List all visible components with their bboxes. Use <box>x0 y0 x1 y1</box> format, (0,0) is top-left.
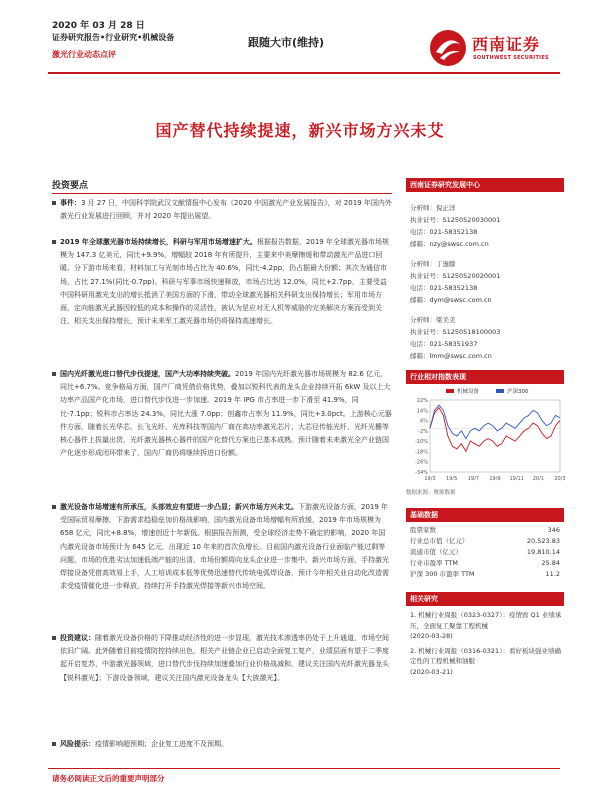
sidebar <box>406 178 564 677</box>
paragraph-global-market <box>52 236 392 328</box>
series-line-1 <box>430 405 560 439</box>
paragraph-text: 根据报告数据，2019 年全球激光器市场规模为 147.3 亿美元，同比+9.9%，增幅较 2018 年有所提升，主要来中美摩擦缓和带动激光产品进口回暖。分下游市场来看，材料加工与光刻市场占比为 40.6%，同比-4.2pp，仍占据最大份额；其次为通信市场，占比 27.1%(同比-0.7pp)。科研与军事市场快速释放，市场占比达 12.0%，同比+2.7pp，主要受益中国科研用激光支出的增长抵消了美国方面的下滑，带动全球激光器相关科研支出保持增长；军用市场方面，定向能激光武器因较低的成本和操作的灵活性，被认为是应对无人机等威胁的完美解决方案而受到关注，相关支出保持增长，预计未来军工激光器市场仍将保持高速增长。 <box>60 238 389 326</box>
basic-data-label: 行业市盈率 TTM <box>410 559 459 567</box>
analyst-cert: 执业证号：S1250520030001 <box>410 216 501 224</box>
legend-swatch-1 <box>496 389 504 393</box>
legend-label-0: 机械设备 <box>457 389 480 395</box>
y-tick-label: 6% <box>420 418 428 425</box>
analyst-email[interactable]: 邮箱：dym@swsc.com.cn <box>410 296 492 304</box>
paragraph-text: 疫情影响超预期；企业复工进度不及预期。 <box>95 740 228 748</box>
paragraph-lead: 事件： <box>60 199 81 207</box>
basic-data-value: 346 <box>547 526 560 534</box>
basic-data-row <box>406 547 564 558</box>
rating: 跟随大市(维持) <box>248 36 325 49</box>
chart-svg <box>406 386 564 486</box>
x-tick-label: 19/7 <box>467 476 479 482</box>
series-line-0 <box>430 408 560 452</box>
paragraph-investment-advice <box>52 632 392 685</box>
basic-data-title: 基础数据 <box>406 508 564 522</box>
logo-text-cn: 西南证券 <box>472 35 541 54</box>
investment-points <box>52 178 392 194</box>
basic-data-value: 25.84 <box>541 559 560 567</box>
chart-frame <box>430 400 560 472</box>
report-type: 证券研究报告•行业研究•机械设备 <box>52 33 175 42</box>
basic-data-label: 行业总市值（亿元） <box>410 537 469 545</box>
related-research-title: 相关研究 <box>406 592 564 606</box>
paragraph-fiber-laser <box>52 368 392 460</box>
legend-swatch-0 <box>446 389 454 393</box>
section-title: 投资要点 <box>52 178 392 194</box>
footer-divider <box>48 768 560 769</box>
paragraph-lead: 2019 年全球激光器市场持续增长，科研与军用市场增速扩大。 <box>60 238 257 246</box>
y-tick-label: -18% <box>415 449 428 456</box>
paragraph-risk <box>52 738 392 751</box>
paragraph-text: 下游激光设备方面，2019 年受国际贸易摩擦、下游需求趋稳垒加价格战影响，国内激光设备市场增幅有所放缓，2019 年市场规模为 658 亿元，同比+8.8%，增速创近十年新低。根据报告预测，受全球经济走势不确定的影响，2020 年国内激光设备市场预计为 645 亿元，出现近 10 年来的首次负增长。目前国内激光设备行业面临产能过剩等问题，市场的优胜劣汰加速低端产能的出清，市场份额将向龙头企业进一步集中。新兴市场方面，手持激光焊接设备凭借高效易上手，人工培训成本低等优势迅速替代传统电弧焊设备，预计今年相关业自动化改造需求受疫情催化进一步释放，持续打开手持激光焊接等新兴市场空间。 <box>60 503 389 591</box>
bullet-icon <box>52 505 56 509</box>
paragraph-lead: 风险提示： <box>60 740 95 748</box>
basic-data-row <box>406 525 564 536</box>
chart-source: 数据来源：聚源数据 <box>406 490 456 496</box>
basic-data-row <box>406 558 564 569</box>
analyst-name: 分析师：倪正洋 <box>410 204 456 212</box>
analyst-name: 分析师：丁逸朦 <box>410 260 456 268</box>
basic-data-label: 股票家数 <box>410 526 436 534</box>
x-tick-label: 20/3 <box>554 476 566 482</box>
basic-data-value: 19,810.14 <box>526 548 560 556</box>
footer-disclaimer: 请务必阅读正文后的重要声明部分 <box>52 774 165 783</box>
bullet-icon <box>52 372 56 376</box>
related-item-text: 1. 机械行业周报（0323-0327）：疫情致 Q1 业绩承压，全面复工聚靠工程机械 <box>410 611 562 630</box>
analyst-cert: 执业证号：S1250518100003 <box>410 328 501 336</box>
bullet-icon <box>52 240 56 244</box>
logo-mark-icon <box>428 28 468 68</box>
team-title: 西南证券研究发展中心 <box>406 178 564 192</box>
analyst-3 <box>406 314 564 362</box>
logo-text-en: SOUTHWEST SECURITIES <box>473 55 549 61</box>
y-tick-label: 14% <box>416 408 428 415</box>
basic-data-row <box>406 536 564 547</box>
basic-data-label: 沪深 300 市盈率 TTM <box>410 570 475 578</box>
x-tick-label: 19/9 <box>489 476 501 482</box>
analyst-cert: 执业证号：S1250520020001 <box>410 272 501 280</box>
analyst-phone: 电话：021-58352138 <box>410 284 478 292</box>
analyst-phone: 电话：021-58351937 <box>410 340 478 348</box>
paragraph-text: 3 月 27 日，中国科学院武汉文献情报中心发布《2020 中国激光产业发展报告》，对 2019 年国内外激光行业发展进行回顾，并对 2020 年提出展望。 <box>60 199 392 221</box>
paragraph-lead: 激光设备市场增速有所承压，头部效应有望进一步凸显；新兴市场方兴未艾。 <box>60 503 298 511</box>
y-tick-label: -34% <box>415 470 428 476</box>
y-tick-label: 22% <box>416 398 428 404</box>
header-divider <box>48 72 560 74</box>
x-tick-label: 19/5 <box>446 476 458 482</box>
bullet-icon <box>52 636 56 640</box>
legend-label-1: 沪深300 <box>507 389 529 395</box>
x-tick-label: 19/11 <box>509 476 524 482</box>
x-tick-label: 20/1 <box>532 476 544 482</box>
basic-data-value: 20,523.83 <box>526 537 560 545</box>
report-title: 国产替代持续提速，新兴市场方兴未艾 <box>155 121 445 140</box>
paragraph-equipment-market <box>52 501 392 593</box>
y-tick-label: -10% <box>415 439 428 446</box>
paragraph-text: 随着激光设备价格的下降推动经济性的进一步显现，激光技术渗透率仍处于上升通道，市场空间依旧广阔。此外随着目前疫情防控持续出色，相关产业链企业已启动全面复工复产，业绩层面有望于二季度起开启复苏，中游激光器领域，进口替代步伐持续加速叠加行业价格战减和，建议关注国内光纤激光器龙头【锐科激光】；下游设备领域，建议关注国内激光设备龙头【大族激光】。 <box>60 634 389 682</box>
report-date: 2020 年 03 月 28 日 <box>52 21 145 31</box>
bullet-icon <box>52 742 56 746</box>
analyst-1 <box>406 202 564 250</box>
x-tick-label: 19/3 <box>424 476 436 482</box>
analyst-2 <box>406 258 564 306</box>
related-item-date: (2020-03-21) <box>410 667 453 676</box>
basic-data-table <box>406 525 564 580</box>
relative-index-chart <box>406 386 564 486</box>
analyst-name: 分析师：梁美美 <box>410 316 456 324</box>
paragraph-lead: 国内光纤激光进口替代步伐提速，国产大功率持续突破。 <box>60 370 235 378</box>
bullet-icon <box>52 201 56 205</box>
related-item-1[interactable] <box>406 610 564 642</box>
related-item-date: (2020-03-28) <box>410 632 453 640</box>
y-tick-label: -26% <box>415 459 428 466</box>
analyst-phone: 电话：021-58352138 <box>410 228 478 236</box>
company-logo <box>428 28 578 70</box>
basic-data-value: 11.2 <box>545 570 560 578</box>
related-item-text: 2. 机械行业周报（0316-0321）：看好板块强业绩确定性的工程机械和油服 <box>410 646 561 665</box>
analyst-email[interactable]: 邮箱：nzy@swsc.com.cn <box>410 240 489 248</box>
paragraph-lead: 投资建议： <box>60 634 95 642</box>
paragraph-event <box>52 197 392 223</box>
chart-title: 行业相对指数表现 <box>406 370 564 384</box>
basic-data-row <box>406 569 564 580</box>
basic-data-label: 流通市值（亿元） <box>410 548 462 556</box>
report-subtitle: 激光行业动态点评 <box>52 50 116 59</box>
y-tick-label: -2% <box>418 428 428 435</box>
related-item-2[interactable] <box>406 646 564 678</box>
paragraph-text: 2019 年国内光纤激光器市场规模为 82.6 亿元，同比+6.7%。竞争格局方面，国产厂商凭借价格优势，叠加以锐科代表的龙头企业持续开拓 6kW 及以上大功率产品国产化市场，进口替代步伐进一步加速。2019 年 IPG 市占率进一步下滑至 41.9%，同比-7.1pp；锐科市占率达 24.3%，同比大涨 7.0pp；创鑫市占率为 11.9%，同比+3.0pct。上游核心元器件方面，随着长光华芯、长飞光纤、光库科技等国内厂商在高功率激光芯片、大芯径传能光纤、光纤光栅等核心器件上拔量出货，光纤激光器核心器件的国产化替代方案也已基本成熟。预计随着未来激光全产业链国产化逐步形成闭环带来了，国内厂商仍将继续拆进口份额。 <box>60 370 392 458</box>
analyst-email[interactable]: 邮箱：lmm@swsc.com.cn <box>410 352 492 360</box>
